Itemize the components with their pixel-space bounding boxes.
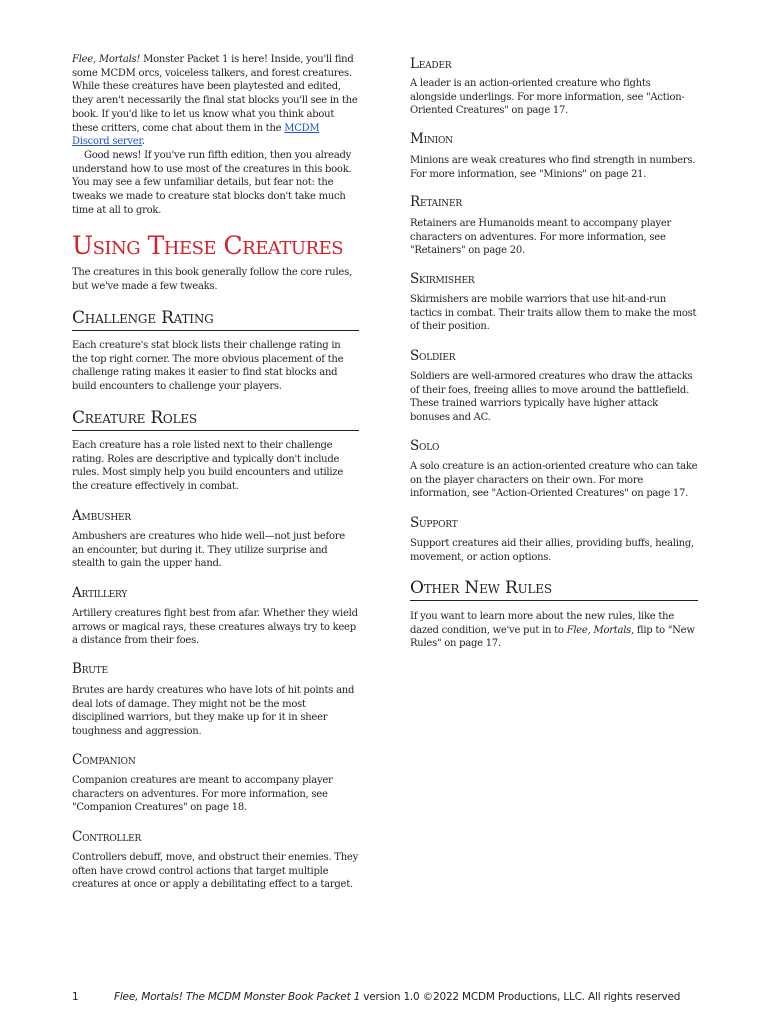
- skirmisher-body: Skirmishers are mobile warriors that use hit-and-run tactics in combat. Their traits allow them to make the most of their position.: [410, 294, 697, 333]
- support-body: Support creatures aid their allies, providing buffs, healing, movement, or action options.: [410, 538, 694, 563]
- other-new-rules-body: If you want to learn more about the new rules, like the dazed condition, we've put in to Flee, Mortals, flip to "New Rules" on page 17.: [410, 611, 695, 650]
- solo-body: A solo creature is an action-oriented creature who can take on the player characters on their own. For more information, see "Action-Oriented Creatures" on page 17.: [410, 461, 698, 500]
- minion-body: Minions are weak creatures who find strength in numbers. For more information, see "Minions" on page 21.: [410, 155, 696, 180]
- soldier-body: Soldiers are well-armored creatures who draw the attacks of their foes, freeing allies to move around the battlefield. These trained warriors typically have higher attack bonuses and AC.: [410, 371, 693, 424]
- challenge-rating-heading: Challenge Rating: [72, 308, 359, 331]
- mcdm-discord-link[interactable]: MCDM Discord server: [72, 122, 320, 148]
- intro-paragraph: Flee, Mortals! Monster Packet 1 is here! Inside, you'll find some MCDM orcs, voiceless talkers, and forest creatures. While these creatures have been playtested and edited, they aren't necessarily the final stat blocks you'll see in the book. If you'd like to let us know what you think about these critters, come chat about them in the MCDM Discord server.: [72, 54, 358, 148]
- support-heading: Support: [410, 515, 458, 531]
- artillery-heading: Artillery: [72, 585, 128, 601]
- creature-roles-heading: Creature Roles: [72, 408, 359, 431]
- footer-copyright: version 1.0 ©2022 MCDM Productions, LLC. All rights reserved: [360, 991, 681, 1003]
- other-new-rules-heading: Other New Rules: [410, 578, 698, 601]
- companion-body: Companion creatures are meant to accompany player characters on adventures. For more information, see "Companion Creatures" on page 18.: [72, 775, 333, 814]
- intro-title: Flee, Mortals!: [72, 54, 141, 65]
- controller-body: Controllers debuff, move, and obstruct their enemies. They often have crowd control actions that target multiple creatures at once or apply a debilitating effect to a target.: [72, 852, 358, 891]
- using-creatures-heading: Using These Creatures: [72, 231, 344, 260]
- creature-roles-body: Each creature has a role listed next to their challenge rating. Roles are descriptive and typically don't include rules. Most simply help you build encounters and utilize the creature effectively in combat.: [72, 440, 344, 493]
- retainer-body: Retainers are Humanoids meant to accompany player characters on adventures. For more information, see "Retainers" on page 20.: [410, 218, 672, 257]
- minion-heading: Minion: [410, 131, 453, 147]
- ambusher-body: Ambushers are creatures who hide well—not just before an encounter, but during it. They utilize surprise and stealth to gain the upper hand.: [72, 531, 345, 570]
- page-number: 1: [72, 991, 79, 1003]
- solo-heading: Solo: [410, 438, 440, 454]
- artillery-body: Artillery creatures fight best from afar. Whether they wield arrows or magical rays, these creatures always try to keep a distance from their foes.: [72, 608, 358, 647]
- footer-book-title: Flee, Mortals! The MCDM Monster Book Packet 1: [114, 991, 361, 1003]
- leader-body: A leader is an action-oriented creature who fights alongside underlings. For more information, see "Action-Oriented Creatures" on page 17.: [410, 78, 685, 117]
- leader-heading: Leader: [410, 56, 452, 72]
- using-creatures-body: The creatures in this book generally follow the core rules, but we've made a few tweaks.: [72, 267, 352, 292]
- brute-body: Brutes are hardy creatures who have lots of hit points and deal lots of damage. They might not be the most disciplined warriors, but they make up for it in sheer toughness and aggression.: [72, 685, 355, 738]
- retainer-heading: Retainer: [410, 194, 462, 210]
- controller-heading: Controller: [72, 829, 142, 845]
- challenge-rating-body: Each creature's stat block lists their challenge rating in the top right corner. The more obvious placement of the challenge rating makes it easier to find stat blocks and build encounters to challenge your players.: [72, 340, 344, 393]
- companion-heading: Companion: [72, 752, 136, 768]
- intro-section: [72, 53, 359, 217]
- brute-heading: Brute: [72, 661, 108, 677]
- skirmisher-heading: Skirmisher: [410, 271, 475, 287]
- ambusher-heading: Ambusher: [72, 508, 131, 524]
- soldier-heading: Soldier: [410, 348, 456, 364]
- intro-paragraph-2: Good news! If you've run fifth edition, then you already understand how to use most of the creatures in this book. You may see a few unfamiliar details, but fear not: the tweaks we made to creature stat blocks don't take much time at all to grok.: [72, 149, 352, 216]
- page-footer: [72, 990, 712, 1004]
